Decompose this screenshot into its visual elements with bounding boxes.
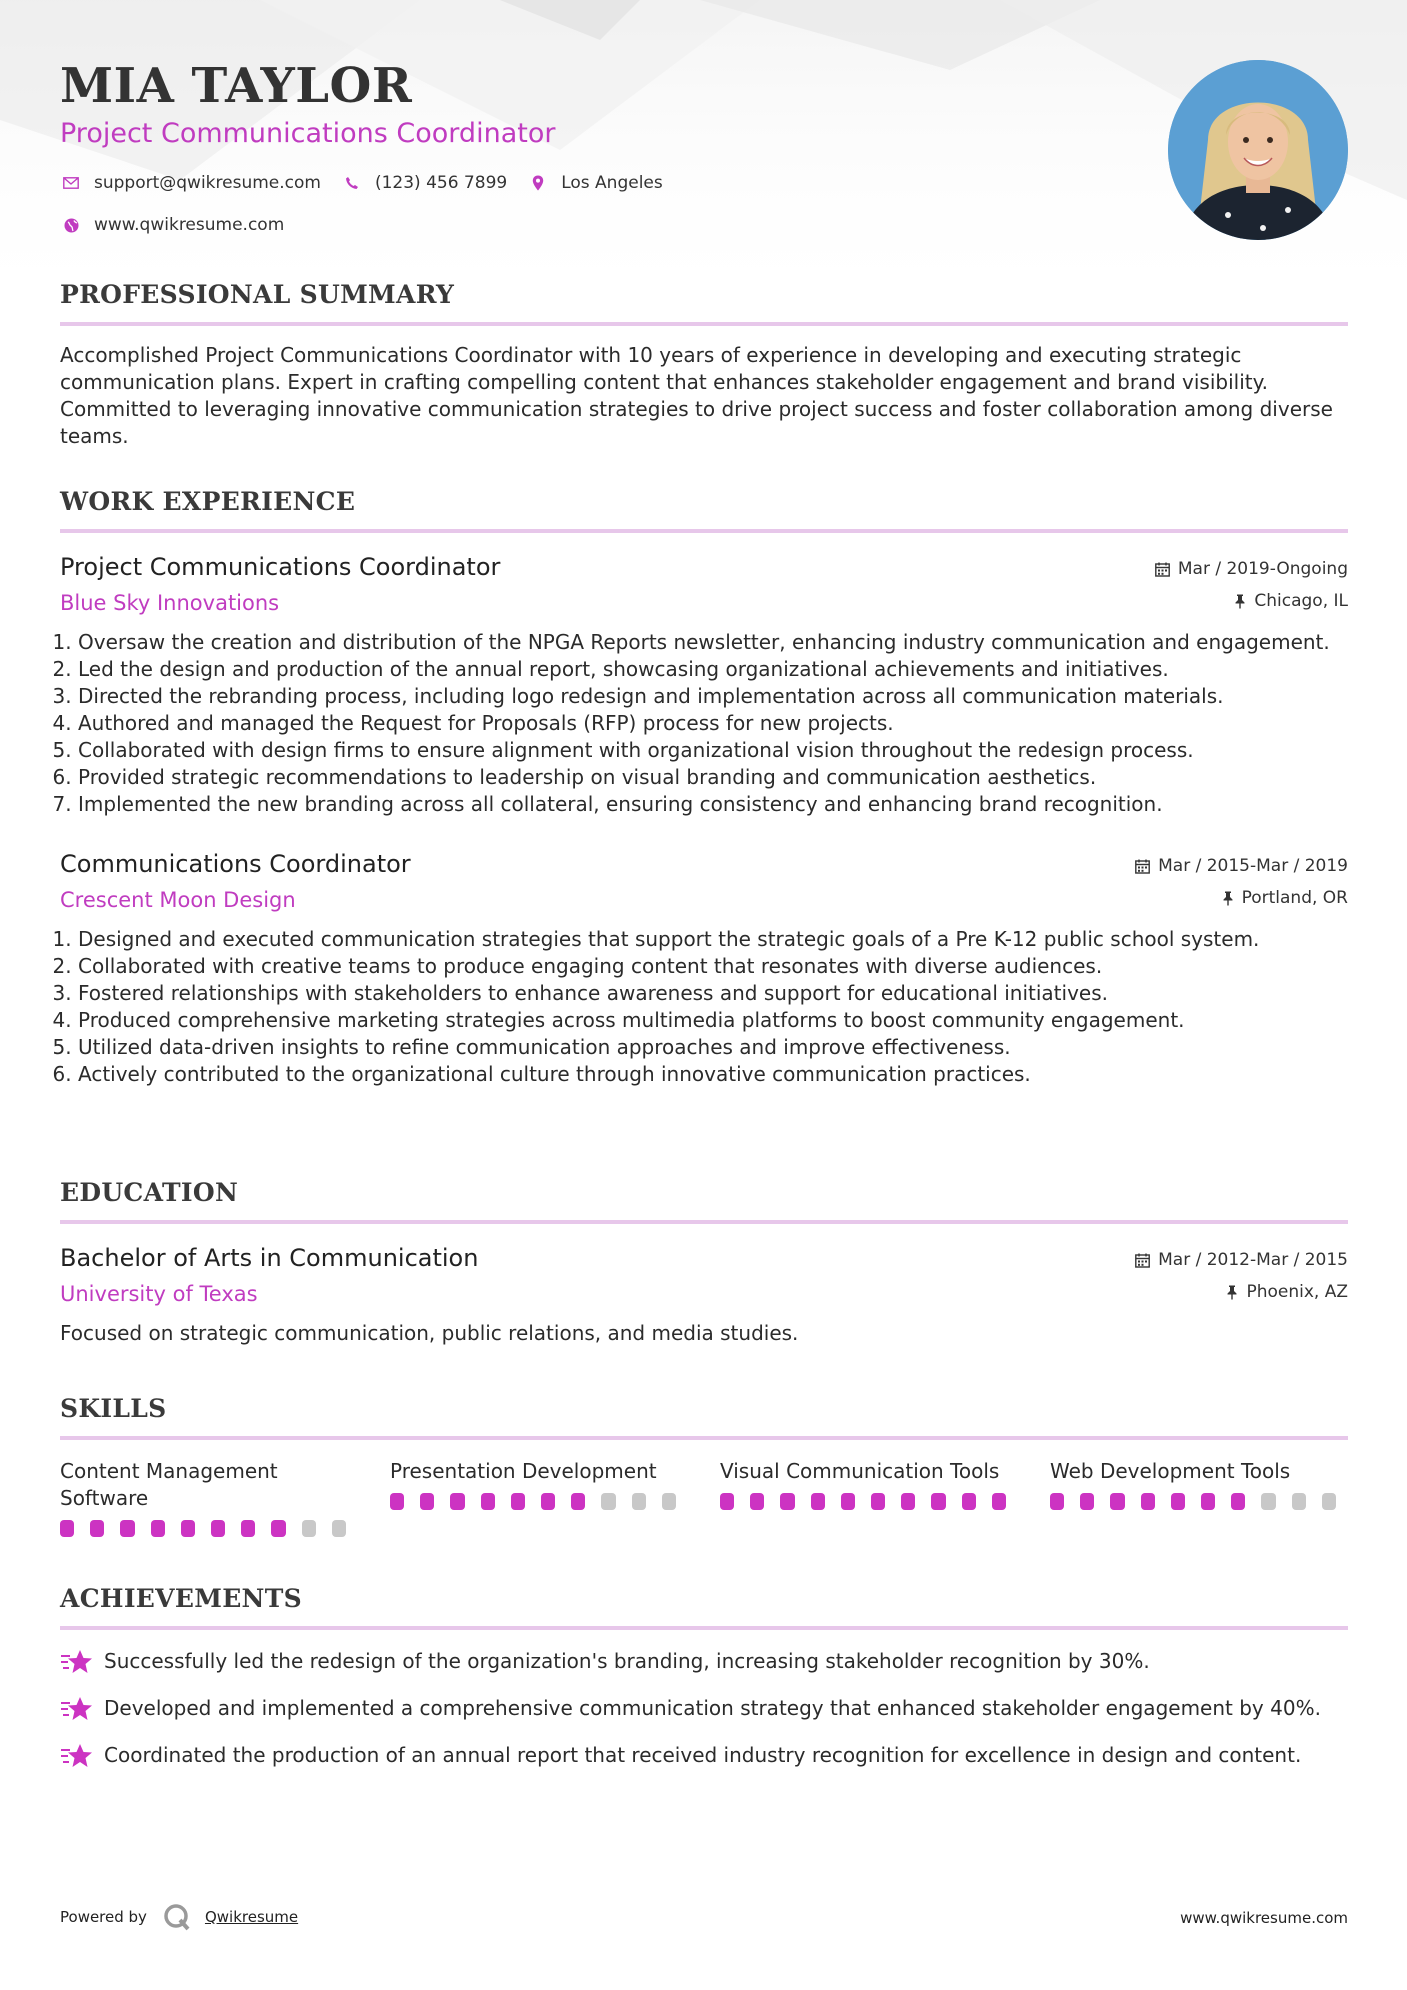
rating-dot-empty	[632, 1493, 646, 1510]
job-date	[1155, 559, 1348, 579]
skills-grid	[60, 1458, 1348, 1537]
job-title: Project Communications Coordinator	[60, 553, 501, 581]
website-text: www.qwikresume.com	[94, 215, 285, 235]
summary-section	[60, 280, 1348, 450]
calendar-icon	[1135, 1253, 1150, 1268]
rating-dot-filled	[271, 1520, 285, 1537]
list-item: 6. Actively contributed to the organizational culture through innovative communication practices.	[78, 1061, 1348, 1088]
candidate-role: Project Communications Coordinator	[60, 118, 556, 149]
list-item: 5. Utilized data-driven insights to refine communication approaches and improve effectiveness.	[78, 1034, 1348, 1061]
skill-name: Web Development Tools	[1050, 1459, 1291, 1483]
rating-dot-filled	[1110, 1493, 1124, 1510]
rating-dot-filled	[390, 1493, 404, 1510]
footer-website[interactable]: www.qwikresume.com	[1180, 1909, 1348, 1927]
experience-section	[60, 487, 1348, 1088]
job-location	[1234, 591, 1348, 611]
section-divider	[60, 1436, 1348, 1440]
contact-location	[527, 172, 663, 194]
achievements-section	[60, 1584, 1348, 1789]
qwikresume-logo-icon	[163, 1903, 191, 1931]
list-item: 4. Authored and managed the Request for Proposals (RFP) process for new projects.	[78, 710, 1348, 737]
rating-dot-filled	[780, 1493, 794, 1510]
skill-name: Presentation Development	[390, 1459, 657, 1483]
pushpin-icon	[1234, 594, 1246, 609]
achievement-item	[60, 1648, 1348, 1678]
school-name: University of Texas	[60, 1282, 258, 1306]
globe-icon	[60, 214, 82, 236]
skills-section	[60, 1394, 1348, 1537]
rating-dot-filled	[181, 1520, 195, 1537]
list-item: 6. Provided strategic recommendations to leadership on visual branding and communication aesthetics.	[78, 764, 1348, 791]
rating-dot-empty	[1322, 1493, 1336, 1510]
rating-dot-filled	[571, 1493, 585, 1510]
skill-item	[390, 1458, 692, 1537]
summary-title: PROFESSIONAL SUMMARY	[60, 280, 455, 309]
email-text: support@qwikresume.com	[94, 173, 321, 193]
rating-dot-filled	[1141, 1493, 1155, 1510]
rating-dot-empty	[332, 1520, 346, 1537]
rating-dot-filled	[811, 1493, 825, 1510]
job-entry	[60, 850, 1348, 1088]
job-company: Crescent Moon Design	[60, 888, 296, 912]
rating-dot-filled	[992, 1493, 1006, 1510]
job-date	[1135, 856, 1348, 876]
education-header	[60, 1244, 1348, 1320]
skill-rating	[60, 1520, 362, 1537]
job-duties	[60, 629, 1348, 818]
rating-dot-filled	[151, 1520, 165, 1537]
rating-dot-filled	[120, 1520, 134, 1537]
rating-dot-filled	[750, 1493, 764, 1510]
rating-dot-filled	[511, 1493, 525, 1510]
phone-icon	[341, 172, 363, 194]
job-header	[60, 850, 1348, 926]
list-item: 3. Directed the rebranding process, including logo redesign and implementation across all communication materials.	[78, 683, 1348, 710]
section-divider	[60, 322, 1348, 326]
rating-dot-filled	[720, 1493, 734, 1510]
education-location-text: Phoenix, AZ	[1246, 1282, 1348, 1302]
rating-dot-filled	[901, 1493, 915, 1510]
education-date-text: Mar / 2012-Mar / 2015	[1158, 1250, 1348, 1270]
rating-dot-empty	[1261, 1493, 1275, 1510]
rating-dot-filled	[481, 1493, 495, 1510]
rating-dot-empty	[1292, 1493, 1306, 1510]
education-date	[1135, 1250, 1348, 1270]
rating-dot-filled	[931, 1493, 945, 1510]
education-title: EDUCATION	[60, 1178, 239, 1207]
education-section	[60, 1178, 1348, 1347]
job-entry	[60, 553, 1348, 818]
rating-dot-filled	[962, 1493, 976, 1510]
job-location-text: Chicago, IL	[1254, 591, 1348, 611]
job-date-text: Mar / 2015-Mar / 2019	[1158, 856, 1348, 876]
rating-dot-filled	[420, 1493, 434, 1510]
skill-rating	[390, 1493, 692, 1510]
list-item: 2. Collaborated with creative teams to produce engaging content that resonates with diverse audiences.	[78, 953, 1348, 980]
job-title: Communications Coordinator	[60, 850, 411, 878]
shooting-star-icon	[60, 1742, 94, 1772]
rating-dot-filled	[841, 1493, 855, 1510]
rating-dot-filled	[450, 1493, 464, 1510]
job-header	[60, 553, 1348, 629]
job-duties	[60, 926, 1348, 1088]
list-item: 5. Collaborated with design firms to ensure alignment with organizational vision throughout the redesign process.	[78, 737, 1348, 764]
skill-item	[60, 1458, 362, 1537]
skill-item	[720, 1458, 1022, 1537]
achievement-item	[60, 1742, 1348, 1772]
list-item: 3. Fostered relationships with stakeholders to enhance awareness and support for educational initiatives.	[78, 980, 1348, 1007]
qwikresume-link[interactable]: Qwikresume	[204, 1908, 299, 1926]
calendar-icon	[1135, 859, 1150, 874]
achievements-title: ACHIEVEMENTS	[60, 1584, 302, 1613]
job-date-text: Mar / 2019-Ongoing	[1177, 559, 1348, 579]
rating-dot-empty	[302, 1520, 316, 1537]
achievement-text: Developed and implemented a comprehensive communication strategy that enhanced stakeholder engagement by 40%.	[104, 1696, 1321, 1720]
rating-dot-empty	[662, 1493, 676, 1510]
rating-dot-filled	[871, 1493, 885, 1510]
location-text: Los Angeles	[561, 173, 663, 193]
skills-title: SKILLS	[60, 1394, 167, 1423]
contact-email[interactable]	[60, 172, 321, 194]
rating-dot-filled	[1231, 1493, 1245, 1510]
rating-dot-filled	[541, 1493, 555, 1510]
calendar-icon	[1155, 562, 1170, 577]
list-item: 2. Led the design and production of the annual report, showcasing organizational achievements and initiatives.	[78, 656, 1348, 683]
pushpin-icon	[1222, 891, 1234, 906]
rating-dot-filled	[60, 1520, 74, 1537]
rating-dot-filled	[241, 1520, 255, 1537]
contact-phone[interactable]	[341, 172, 507, 194]
rating-dot-empty	[601, 1493, 615, 1510]
skill-name: Content Management Software	[60, 1459, 278, 1510]
list-item: 4. Produced comprehensive marketing strategies across multimedia platforms to boost community engagement.	[78, 1007, 1348, 1034]
powered-by-label: Powered by	[60, 1908, 147, 1926]
skill-name: Visual Communication Tools	[720, 1459, 1000, 1483]
experience-title: WORK EXPERIENCE	[60, 487, 356, 516]
summary-text: Accomplished Project Communications Coordinator with 10 years of experience in developing and executing strategic communication plans. Expert in crafting compelling content that enhances stakeholder engagement and brand visibility. Committed to leveraging innovative communication strategies to drive project success and foster collaboration among diverse teams.	[60, 343, 1333, 448]
achievement-item	[60, 1695, 1348, 1725]
skill-item	[1050, 1458, 1352, 1537]
shooting-star-icon	[60, 1695, 94, 1725]
rating-dot-filled	[1201, 1493, 1215, 1510]
job-company: Blue Sky Innovations	[60, 591, 280, 615]
skill-rating	[720, 1493, 1022, 1510]
skill-rating	[1050, 1493, 1352, 1510]
degree-title: Bachelor of Arts in Communication	[60, 1244, 479, 1272]
contact-website[interactable]	[60, 214, 284, 236]
achievement-text: Coordinated the production of an annual report that received industry recognition for excellence in design and content.	[104, 1743, 1302, 1767]
shooting-star-icon	[60, 1648, 94, 1678]
footer	[60, 1903, 1348, 1933]
section-divider	[60, 1626, 1348, 1630]
list-item: 7. Implemented the new branding across all collateral, ensuring consistency and enhancing brand recognition.	[78, 791, 1348, 818]
rating-dot-filled	[211, 1520, 225, 1537]
rating-dot-filled	[1171, 1493, 1185, 1510]
achievements-list	[60, 1648, 1348, 1772]
contact-row-primary	[60, 172, 683, 194]
candidate-name: MIA TAYLOR	[60, 58, 413, 114]
education-location	[1226, 1282, 1348, 1302]
envelope-icon	[60, 172, 82, 194]
rating-dot-filled	[1080, 1493, 1094, 1510]
profile-photo	[1168, 60, 1348, 240]
pushpin-icon	[1226, 1285, 1238, 1300]
phone-text: (123) 456 7899	[374, 173, 508, 193]
powered-by	[60, 1903, 298, 1931]
rating-dot-filled	[90, 1520, 104, 1537]
list-item: 1. Designed and executed communication strategies that support the strategic goals of a Pre K-12 public school system.	[78, 926, 1348, 953]
job-location-text: Portland, OR	[1241, 888, 1348, 908]
education-description: Focused on strategic communication, public relations, and media studies.	[60, 1321, 799, 1345]
section-divider	[60, 1220, 1348, 1224]
job-location	[1222, 888, 1348, 908]
section-divider	[60, 529, 1348, 533]
rating-dot-filled	[1050, 1493, 1064, 1510]
contact-row-secondary	[60, 214, 304, 236]
achievement-text: Successfully led the redesign of the organization's branding, increasing stakeholder recognition by 30%.	[104, 1649, 1150, 1673]
map-pin-icon	[527, 172, 549, 194]
list-item: 1. Oversaw the creation and distribution of the NPGA Reports newsletter, enhancing industry communication and engagement.	[78, 629, 1348, 656]
